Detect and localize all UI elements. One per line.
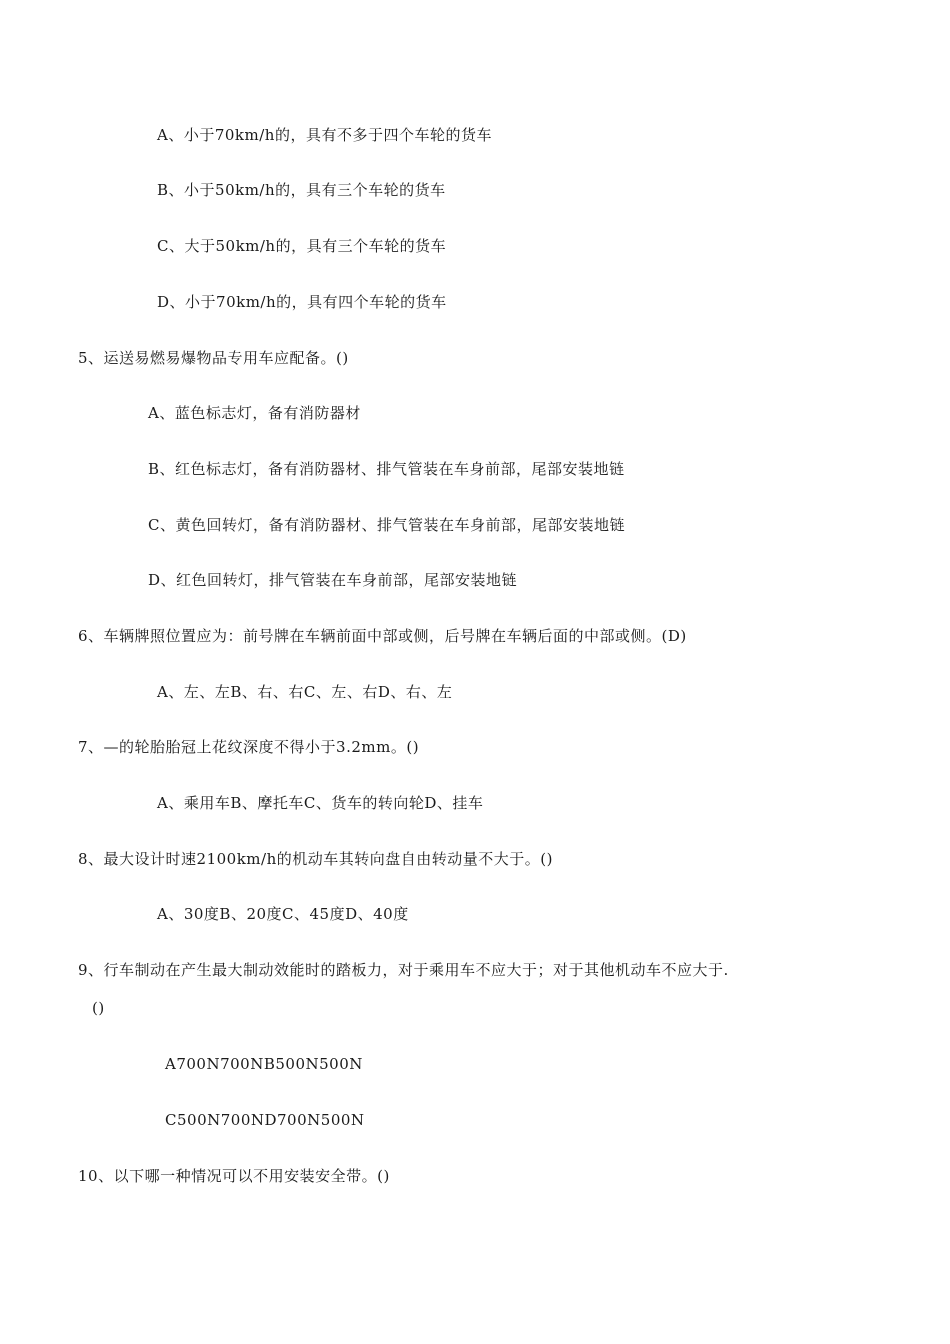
- q5-option-a: A、蓝色标志灯，备有消防器材: [148, 404, 361, 422]
- q5-option-d: D、红色回转灯，排气管装在车身前部，尾部安装地链: [148, 571, 518, 589]
- q6-options: A、左、左B、右、右C、左、右D、右、左: [157, 683, 453, 701]
- q4-option-d: D、小于70km/h的，具有四个车轮的货车: [157, 293, 447, 311]
- q6-text: 6、车辆牌照位置应为：前号牌在车辆前面中部或侧，后号牌在车辆后面的中部或侧。(D): [78, 627, 687, 645]
- q4-option-b: B、小于50km/h的，具有三个车轮的货车: [157, 181, 446, 199]
- q5-option-c: C、黄色回转灯，备有消防器材、排气管装在车身前部，尾部安装地链: [148, 516, 625, 534]
- q10-text: 10、以下哪一种情况可以不用安装安全带。(): [78, 1167, 390, 1185]
- q9-text-continuation: (): [92, 999, 105, 1017]
- q5-text: 5、运送易燃易爆物品专用车应配备。(): [78, 349, 349, 367]
- q5-option-b: B、红色标志灯，备有消防器材、排气管装在车身前部，尾部安装地链: [148, 460, 625, 478]
- q4-option-a: A、小于70km/h的，具有不多于四个车轮的货车: [157, 126, 492, 144]
- q4-option-c: C、大于50km/h的，具有三个车轮的货车: [157, 237, 447, 255]
- q8-options: A、30度B、20度C、45度D、40度: [157, 905, 409, 923]
- q8-text: 8、最大设计时速2100km/h的机动车其转向盘自由转动量不大于。(): [78, 850, 553, 868]
- q9-options-cd: C500N700ND700N500N: [165, 1111, 365, 1129]
- q9-text: 9、行车制动在产生最大制动效能时的踏板力，对于乘用车不应大于；对于其他机动车不应大于.: [78, 961, 729, 979]
- q9-options-ab: A700N700NB500N500N: [165, 1055, 363, 1073]
- q7-text: 7、—的轮胎胎冠上花纹深度不得小于3.2mm。(): [78, 738, 420, 756]
- q7-options: A、乘用车B、摩托车C、货车的转向轮D、挂车: [157, 794, 484, 812]
